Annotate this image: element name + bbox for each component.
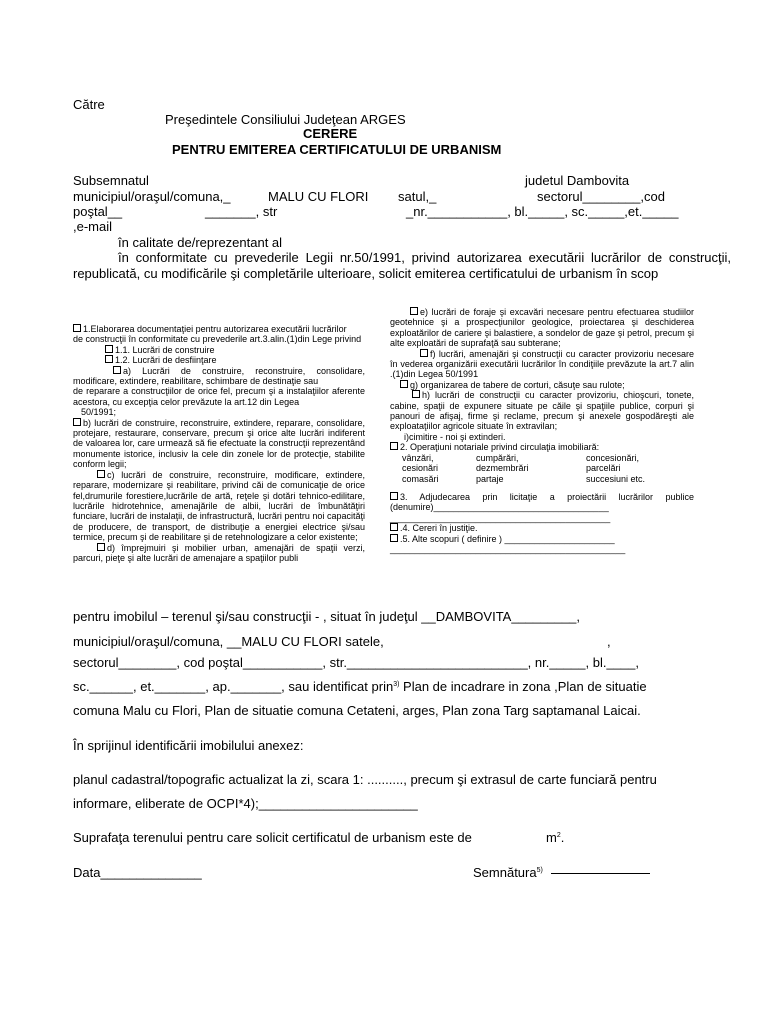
option-a-cont: de reparare a construcţiilor de orice fel, precum şi a instalaţiilor aferente acestora, cu excepţia celor prevăzute la art.12 din Legea — [73, 386, 365, 407]
option-h[interactable] — [390, 390, 694, 432]
property-line-3: sectorul________, cod poştal___________, str._________________________, nr._____, bl.____, — [73, 655, 639, 670]
checkbox-icon[interactable] — [390, 492, 398, 500]
property-line-2-comma: , — [607, 634, 611, 649]
property-line-4-plans: Plan de incadrare in zona ,Plan de situatie — [399, 679, 647, 694]
left-column — [73, 324, 365, 563]
option-5-text: .5. Alte scopuri ( definire ) ______________________ — [400, 533, 615, 544]
option-3-line: ____________________________________________ — [390, 512, 611, 523]
option-1-1-text: 1.1. Lucrări de construire — [115, 344, 215, 355]
option-2[interactable] — [390, 442, 694, 452]
option-1[interactable] — [73, 324, 365, 334]
checkbox-icon[interactable] — [97, 470, 105, 478]
property-line-4-text: sc.______, et._______, ap._______, sau identificat prin — [73, 679, 394, 694]
op-partaje: partaje — [476, 473, 504, 484]
suprafata-label: Suprafaţa terenului pentru care solicit certificatul de urbanism este de — [73, 830, 472, 845]
signature-text: Semnătura — [473, 865, 537, 880]
option-c-text: c) lucrări de construire, reconstruire, modificare, extindere, reparare, modernizare şi reabilitare, privind căi de comunicaţie de orice fel,drumurile forestiere,lucrările de artă, reţele şi dotări tehnico-edilitare, lucrările hidrotehnice, amenajările de albii, lucrări de îmbunătăţiri funciare, lucrări de instalaţii, de infrastructură, lucrări pentru noi capacităţi de producere, de transport, de distribuţie a energiei electrice şi/sau termice, precum şi de reabilitare şi de retehnologizare a celor existente; — [73, 469, 365, 543]
operations-grid — [390, 453, 694, 484]
option-g-text: g) organizarea de tabere de corturi, căsuţe sau rulote; — [410, 379, 625, 390]
comuna-value: MALU CU FLORI — [268, 189, 369, 204]
option-2-text: 2. Operaţiuni notariale privind circulaţia imobiliară: — [400, 442, 600, 453]
option-a-end: 50/1991; — [81, 407, 117, 418]
option-h-text: h) lucrări de construcţii cu caracter provizoriu, chioşcuri, tonete, cabine, spaţii de expunere situate pe căile şi spaţiile publice, corpuri şi panouri de afişaj, firme şi reclame, precum şi anexele gospodăreşti ale exploataţiilor agricole situate în extravilan; — [390, 390, 694, 432]
option-c[interactable] — [73, 470, 365, 543]
m2-unit — [546, 830, 564, 845]
date-field: Data______________ — [73, 865, 202, 880]
checkbox-icon[interactable] — [400, 380, 408, 388]
footnote-3: 3) — [393, 681, 400, 688]
addressee: Preşedintele Consiliului Judeţean ARGES — [165, 112, 406, 127]
option-3[interactable] — [390, 492, 694, 513]
option-b[interactable] — [73, 418, 365, 470]
anexez-label: În sprijinul identificării imobilului anexez: — [73, 738, 304, 753]
checkbox-icon[interactable] — [105, 345, 113, 353]
document-title: CERERE — [303, 126, 358, 141]
m2-text: m — [546, 830, 557, 845]
property-line-5: comuna Malu cu Flori, Plan de situatie comuna Cetateni, arges, Plan zona Targ saptamanal Laicai. — [73, 703, 641, 718]
option-b-text: b) lucrări de construire, reconstruire, extindere, reparare, consolidare, protejare, restaurare, conservare, precum şi orice alte lucrări indiferent de valoarea lor, care urmează să fie efectuate la construcţii reprezentând monumente istorice, inclusiv la cele din zonele lor de protecţie, stabilite conform legii; — [73, 417, 365, 470]
checkbox-icon[interactable] — [73, 324, 81, 332]
option-5[interactable] — [390, 534, 694, 544]
option-d-text: d) împrejmuiri şi mobilier urban, amenajări de spaţii verzi, parcuri, pieţe şi alte lucrări de amenajare a spaţiilor publi — [73, 542, 365, 563]
checkbox-icon[interactable] — [420, 349, 428, 357]
checkbox-icon[interactable] — [390, 442, 398, 450]
option-f-text: f) lucrări, amenajări şi construcţii cu caracter provizoriu necesare în vederea organizării executării lucrărilor în condiţiile prevăzute la art.7 alin .(1)din Legea 50/1991 — [390, 348, 694, 380]
recipient-label: Către — [73, 97, 105, 112]
option-1-2-text: 1.2. Lucrări de desfiinţare — [115, 355, 217, 366]
property-line-4 — [73, 679, 647, 694]
op-vanzari: vânzări, — [402, 452, 434, 463]
option-5-line: _______________________________________________ — [390, 543, 626, 554]
option-d[interactable] — [73, 543, 365, 564]
plan-line-1: planul cadastral/topografic actualizat la zi, scara 1: .........., precum şi extrasul de carte funciară pentru — [73, 772, 657, 787]
option-a[interactable] — [73, 366, 365, 387]
op-concesionari: concesionări, — [586, 452, 640, 463]
satul-label: satul,_ — [398, 189, 437, 204]
option-1-2[interactable] — [73, 355, 365, 365]
sectorul-field: sectorul________,cod — [537, 189, 665, 204]
option-i: i)cimitire - noi şi extinderi. — [404, 431, 506, 442]
plan-line-2: informare, eliberate de OCPI*4);______________________ — [73, 796, 418, 811]
option-a-text: a) Lucrări de construire, reconstruire, consolidare, modificare, extindere, reabilitare, schimbare de destinaţie sau — [73, 365, 365, 387]
signature-line — [551, 873, 650, 874]
property-line-1: pentru imobilul – terenul şi/sau construcţii - , situat în judeţul __DAMBOVITA_________, — [73, 609, 581, 624]
email-label: ,e-mail — [73, 219, 113, 234]
op-succesiuni: succesiuni etc. — [586, 473, 646, 484]
conformitate-paragraph: în conformitate cu prevederile Legii nr.50/1991, privind autorizarea executării lucrărilor de construcţii, republicată, cu modificările şi completările ulterioare, solicit emiterea certificatului de urbanism în scop — [73, 250, 731, 281]
option-g[interactable] — [390, 380, 694, 390]
property-line-2: municipiul/oraşul/comuna, __MALU CU FLORI satele, — [73, 634, 384, 649]
checkbox-icon[interactable] — [113, 366, 121, 374]
subsemnatul-label: Subsemnatul — [73, 173, 149, 188]
checkbox-icon[interactable] — [410, 307, 418, 315]
option-f[interactable] — [390, 349, 694, 380]
checkbox-icon[interactable] — [105, 355, 113, 363]
option-4-text: .4. Cereri în justiţie. — [400, 523, 478, 534]
m2-sup: 2 — [556, 832, 561, 839]
option-e-text: e) lucrări de foraje şi excavări necesare pentru efectuarea studiilor geotehnice şi a prospecţiunilor geologice, proiectarea şi deschiderea exploatărilor de cariere şi balastiere, a sondelor de gaze şi petrol, precum şi alte exploatări de suprafaţă sau subterane; — [390, 307, 694, 349]
m2-end: . — [560, 830, 565, 845]
calitate-label: în calitate de/reprezentant al — [118, 235, 283, 250]
op-dezmembrari: dezmembrări — [476, 463, 529, 474]
option-1-cont: de construcţii în conformitate cu prevederile art.3.alin.(1)din Lege privind — [73, 334, 362, 345]
option-1-text: 1.Elaborarea documentaţiei pentru autorizarea executării lucrărilor — [83, 324, 347, 334]
option-4[interactable] — [390, 523, 694, 533]
municipiul-label: municipiul/oraşul/comuna,_ — [73, 189, 231, 204]
nr-field: _nr.___________, bl._____, sc._____,et._____ — [406, 204, 679, 219]
op-cumparari: cumpărări, — [476, 452, 519, 463]
judetul-value: judetul Dambovita — [525, 173, 630, 188]
op-cesionari: cesionări — [402, 463, 439, 474]
postal-label: poştal__ — [73, 204, 123, 219]
op-comasari: comasări — [402, 473, 439, 484]
str-field: _______, str — [205, 204, 278, 219]
option-1-1[interactable] — [73, 345, 365, 355]
checkbox-icon[interactable] — [390, 523, 398, 531]
document-subtitle: PENTRU EMITEREA CERTIFICATULUI DE URBANISM — [172, 142, 502, 157]
option-e[interactable] — [390, 307, 694, 349]
checkbox-icon[interactable] — [390, 534, 398, 542]
checkbox-icon[interactable] — [97, 543, 105, 551]
op-parcelari: parcelări — [586, 463, 621, 474]
signature-label — [473, 865, 543, 880]
right-column — [390, 307, 694, 554]
option-3-text: 3. Adjudecarea prin licitaţie a proiectării lucrărilor publice (denumire)___________________________________ — [390, 491, 694, 513]
checkbox-icon[interactable] — [73, 418, 81, 426]
checkbox-icon[interactable] — [412, 390, 420, 398]
footnote-5: 5) — [536, 867, 543, 874]
